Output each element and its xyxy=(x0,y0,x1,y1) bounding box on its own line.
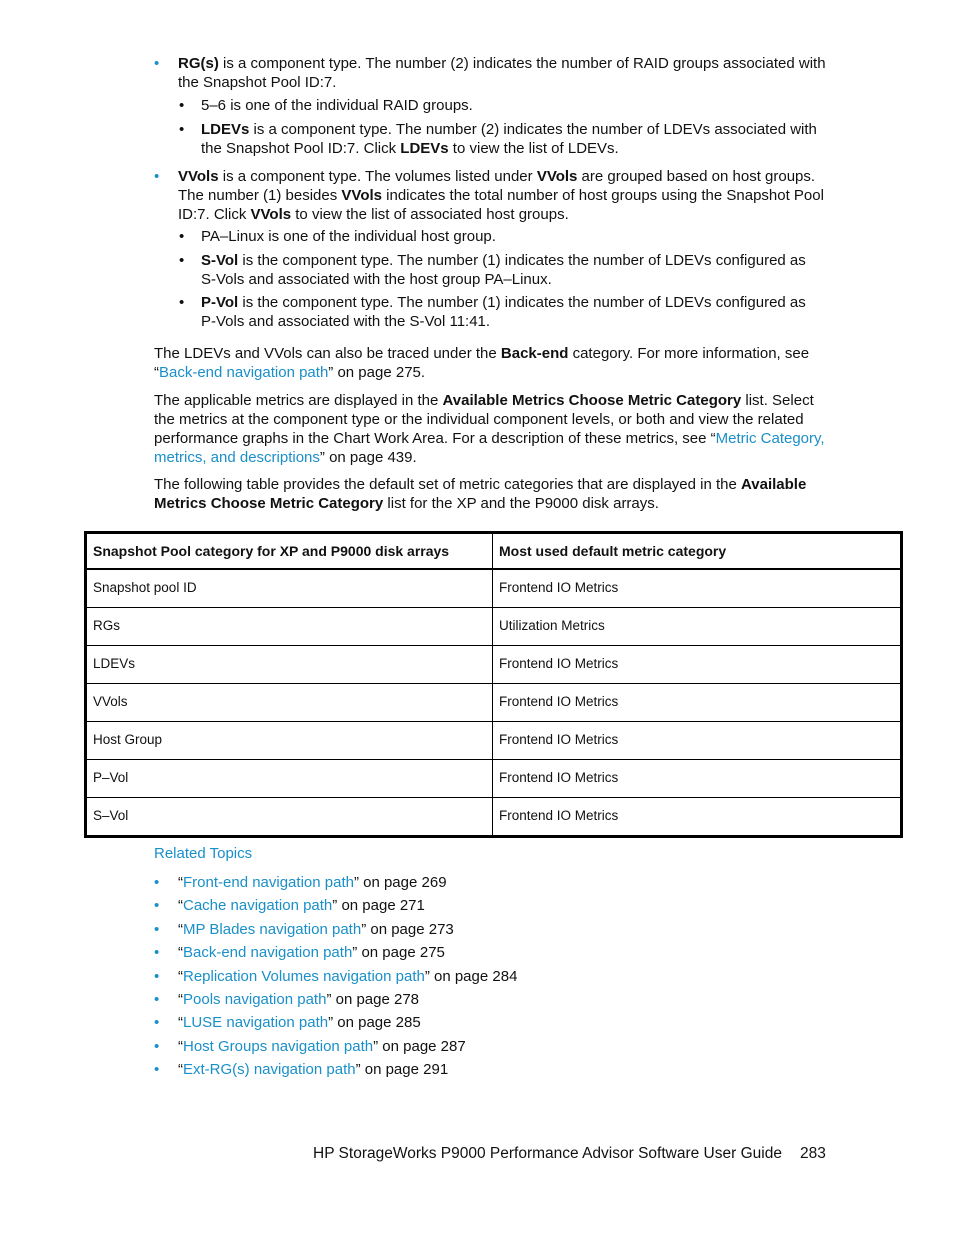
list-item: • “LUSE navigation path” on page 285 xyxy=(154,1014,421,1032)
page-ref: ” on page 269 xyxy=(353,874,447,891)
bullet-marker: • xyxy=(154,1014,160,1032)
page-ref: ” on page 285 xyxy=(328,1014,421,1032)
paragraph-metrics xyxy=(154,391,834,467)
list-item: • “Pools navigation path” on page 278 xyxy=(154,990,420,1008)
paragraph-text: list. Select the metrics at the component type or the individual component levels, or both and view the related performance graphs in the Chart Work Area. For a description of these metrics, see “ xyxy=(154,392,814,447)
link-luse-navigation[interactable]: LUSE navigation path xyxy=(183,1014,329,1032)
paragraph-text: The LDEVs and VVols can also be traced under the xyxy=(154,345,501,362)
bullet-marker: • xyxy=(154,168,160,185)
bullet-text: PA–Linux is one of the individual host group. xyxy=(201,228,496,245)
bullet-text: is a component type. The number (2) indicates the number of LDEVs associated with the Snapshot Pool ID:7. Click xyxy=(201,121,817,157)
link-back-end-navigation[interactable]: Back-end navigation path xyxy=(183,944,353,962)
page-ref: ” on page 287 xyxy=(373,1037,466,1055)
term-vvols: VVols xyxy=(178,168,219,185)
bullet-text: are grouped based on host groups. The number (1) besides xyxy=(178,168,816,204)
table-row xyxy=(86,646,902,684)
link-cache-navigation[interactable]: Cache navigation path xyxy=(183,897,333,915)
bullet-marker: • xyxy=(154,990,160,1008)
term-rg: RG(s) xyxy=(178,55,219,72)
link-replication-volumes-navigation[interactable]: Replication Volumes navigation path xyxy=(183,967,425,985)
sub-bullet-raid xyxy=(179,96,831,115)
bullet-rg xyxy=(154,54,828,92)
sub-bullet-pvol xyxy=(179,293,821,331)
term-ldevs: LDEVs xyxy=(400,140,449,157)
table-cell: S–Vol xyxy=(86,798,493,837)
paragraph-text: The applicable metrics are displayed in the xyxy=(154,392,443,409)
sub-bullet-pa-linux xyxy=(179,227,831,246)
page-ref: ” on page 273 xyxy=(361,920,454,938)
table-cell: P–Vol xyxy=(86,760,493,798)
link-front-end-navigation[interactable]: Front-end navigation path xyxy=(183,874,354,891)
bullet-text: is a component type. The volumes listed under xyxy=(218,168,537,185)
link-back-end-navigation[interactable]: Back-end navigation path xyxy=(159,364,329,381)
page-ref: ” on page 291 xyxy=(355,1061,449,1079)
table-cell: Frontend IO Metrics xyxy=(493,760,902,798)
table-cell: Utilization Metrics xyxy=(493,608,902,646)
bullet-marker: • xyxy=(154,55,160,72)
list-item: • “Back-end navigation path” on page 275 xyxy=(154,944,445,962)
paragraph-text: The following table provides the default set of metric categories that are displayed in the xyxy=(154,476,741,493)
bullet-marker: • xyxy=(154,1037,160,1055)
table-row xyxy=(86,608,902,646)
bullet-text: is the component type. The number (1) indicates the number of LDEVs configured as P-Vols and associated with the S-Vol 11:41. xyxy=(201,294,806,330)
link-ext-rg-navigation[interactable]: Ext-RG(s) navigation path xyxy=(183,1061,356,1079)
link-metric-category[interactable]: Metric Category, metrics, and descriptions xyxy=(154,430,825,466)
table-cell: LDEVs xyxy=(86,646,493,684)
link-pools-navigation[interactable]: Pools navigation path xyxy=(183,990,327,1008)
table-header-row xyxy=(86,533,902,570)
page-ref: ” on page 278 xyxy=(326,990,420,1008)
list-item: • “Cache navigation path” on page 271 xyxy=(154,897,425,915)
bullet-text: is the component type. The number (1) indicates the number of LDEVs configured as S-Vols and associated with the host group PA–Linux. xyxy=(201,252,806,288)
paragraph-text: ” on page 439. xyxy=(319,449,417,466)
bullet-marker: • xyxy=(154,1061,160,1079)
table-cell: RGs xyxy=(86,608,493,646)
page-number: 283 xyxy=(800,1145,826,1162)
table-cell: Frontend IO Metrics xyxy=(493,798,902,837)
table-header-cell: Snapshot Pool category for XP and P9000 disk arrays xyxy=(86,533,493,570)
table-row xyxy=(86,760,902,798)
sub-bullet-ldevs xyxy=(179,120,831,158)
table-cell: Frontend IO Metrics xyxy=(493,569,902,608)
table-cell: VVols xyxy=(86,684,493,722)
bullet-text: to view the list of LDEVs. xyxy=(448,140,619,157)
term-vvols: VVols xyxy=(536,168,578,185)
term-svol: S-Vol xyxy=(201,252,239,269)
bullet-text: is a component type. The number (2) indicates the number of RAID groups associated with the Snapshot Pool ID:7. xyxy=(178,55,826,91)
term-vvols: VVols xyxy=(250,206,292,223)
bullet-marker: • xyxy=(179,121,185,138)
link-host-groups-navigation[interactable]: Host Groups navigation path xyxy=(183,1037,374,1055)
paragraph-text: list for the XP and the P9000 disk arrays. xyxy=(383,495,659,512)
bullet-marker: • xyxy=(154,874,160,891)
list-item: • “Ext-RG(s) navigation path” on page 291 xyxy=(154,1061,449,1079)
table-cell: Frontend IO Metrics xyxy=(493,722,902,760)
table-cell: Frontend IO Metrics xyxy=(493,646,902,684)
bullet-text: indicates the total number of host groups using the Snapshot Pool ID:7. Click xyxy=(178,187,824,223)
bullet-marker: • xyxy=(154,944,160,962)
bullet-marker: • xyxy=(154,897,160,915)
table-cell: Frontend IO Metrics xyxy=(493,684,902,722)
metric-category-table xyxy=(84,531,903,838)
bullet-vvols xyxy=(154,167,828,224)
bullet-marker: • xyxy=(179,294,185,311)
list-item: • “Replication Volumes navigation path” on page 284 xyxy=(154,967,518,985)
bullet-marker: • xyxy=(179,228,185,245)
term-pvol: P-Vol xyxy=(201,294,239,311)
sub-bullet-svol xyxy=(179,251,821,289)
table-cell: Host Group xyxy=(86,722,493,760)
term-available-metrics: Available Metrics Choose Metric Category xyxy=(442,392,742,409)
bullet-marker: • xyxy=(154,967,160,985)
table-row xyxy=(86,684,902,722)
paragraph-backend xyxy=(154,344,834,382)
bullet-marker: • xyxy=(154,920,160,938)
table-row xyxy=(86,569,902,608)
table-row xyxy=(86,722,902,760)
related-topics-heading: Related Topics xyxy=(154,845,253,862)
term-ldevs: LDEVs xyxy=(201,121,250,138)
bullet-text: 5–6 is one of the individual RAID groups. xyxy=(201,97,473,114)
page-ref: ” on page 275 xyxy=(352,944,445,962)
table-row xyxy=(86,798,902,837)
list-item: • “Front-end navigation path” on page 269 xyxy=(154,874,447,891)
link-mp-blades-navigation[interactable]: MP Blades navigation path xyxy=(183,920,362,938)
list-item: • “MP Blades navigation path” on page 273 xyxy=(154,920,454,938)
related-topics-list xyxy=(154,873,517,1084)
bullet-marker: • xyxy=(179,97,185,114)
paragraph-table-intro xyxy=(154,475,834,513)
term-vvols: VVols xyxy=(341,187,382,204)
list-item: • “Host Groups navigation path” on page 287 xyxy=(154,1037,466,1055)
bullet-marker: • xyxy=(179,252,185,269)
term-back-end: Back-end xyxy=(500,345,569,362)
page-ref: ” on page 284 xyxy=(424,967,518,985)
paragraph-text: ” on page 275. xyxy=(328,364,426,381)
table-header-cell: Most used default metric category xyxy=(493,533,902,570)
bullet-text: to view the list of associated host groups. xyxy=(291,206,569,223)
footer-title: HP StorageWorks P9000 Performance Advisor Software User Guide xyxy=(313,1145,782,1162)
table-cell: Snapshot pool ID xyxy=(86,569,493,608)
page-ref: ” on page 271 xyxy=(332,897,425,915)
paragraph-text: category. For more information, see “ xyxy=(154,345,810,381)
term-available-metrics: Available Metrics Choose Metric Category xyxy=(154,476,807,512)
